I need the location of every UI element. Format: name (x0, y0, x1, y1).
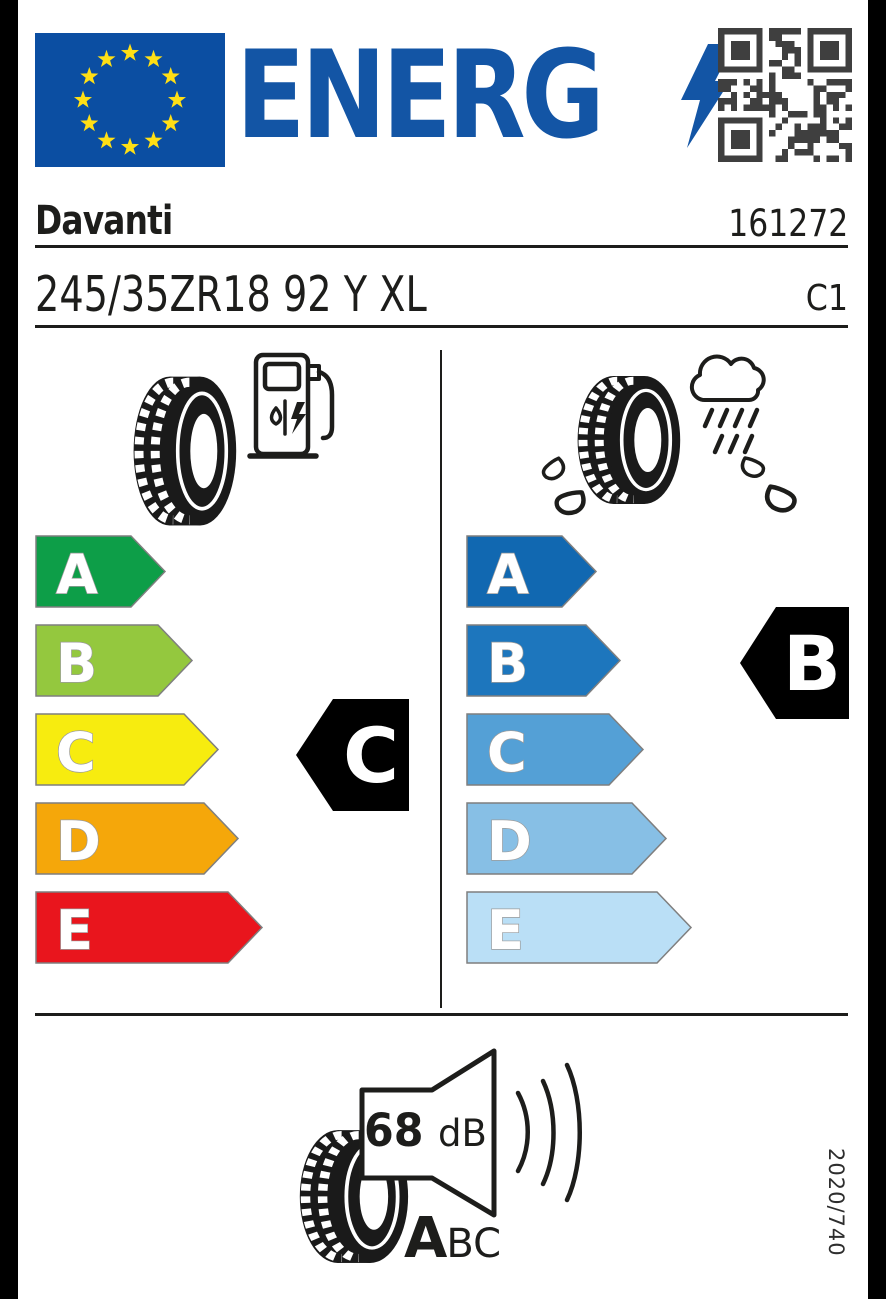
svg-text:E: E (56, 899, 93, 962)
fuel-efficiency-rating-indicator (295, 698, 410, 812)
divider-header (35, 325, 848, 328)
wet-grade-D (467, 803, 666, 874)
svg-text:B: B (56, 632, 98, 695)
noise-value: 68 (364, 1104, 424, 1157)
svg-text:E: E (487, 899, 524, 962)
svg-text:D: D (487, 810, 532, 873)
tire-with-fuel-pump-icon (118, 346, 338, 544)
noise-class-rest: BC (446, 1221, 502, 1267)
brand-name: Davanti (35, 198, 173, 244)
fuel-efficiency-scale (35, 535, 295, 965)
fuel-grade-C (36, 714, 218, 785)
wet-grip-rating-indicator (739, 606, 850, 720)
energy-logo-text: ENERG (236, 25, 601, 166)
wet-grade-A (467, 536, 596, 607)
fuel-grade-A (36, 536, 165, 607)
fuel-grade-B (36, 625, 192, 696)
wet-grip-rating: B (783, 619, 841, 708)
svg-text:C: C (487, 721, 527, 784)
sound-waves-icon (518, 1065, 580, 1200)
tyre-class: C1 (805, 278, 848, 319)
tyre-designation: 245/35ZR18 92 Y XL (35, 266, 427, 323)
column-divider (440, 350, 442, 1008)
fuel-efficiency-rating: C (343, 711, 399, 800)
divider-bottom (35, 1013, 848, 1016)
noise-class-letter: A (404, 1206, 447, 1271)
energy-logo (236, 25, 734, 166)
eu-flag-icon (35, 33, 225, 167)
right-border-bar (868, 0, 886, 1299)
qr-code (718, 28, 852, 162)
fuel-grade-D (36, 803, 238, 874)
noise-class (404, 1206, 501, 1271)
svg-text:A: A (56, 543, 98, 606)
noise-unit: dB (438, 1112, 487, 1155)
divider-top (35, 245, 848, 248)
left-border-bar (0, 0, 18, 1299)
wet-grade-C (467, 714, 643, 785)
svg-text:D: D (56, 810, 101, 873)
svg-text:C: C (56, 721, 96, 784)
wet-grade-B (467, 625, 620, 696)
regulation-reference: 2020/740 (824, 1148, 848, 1257)
label-id: 161272 (727, 202, 848, 245)
svg-text:B: B (487, 632, 529, 695)
fuel-grade-E (36, 892, 262, 963)
tire-with-rain-cloud-icon (528, 342, 808, 547)
wet-grade-E (467, 892, 691, 963)
wet-grip-scale (466, 535, 726, 965)
svg-text:A: A (487, 543, 529, 606)
